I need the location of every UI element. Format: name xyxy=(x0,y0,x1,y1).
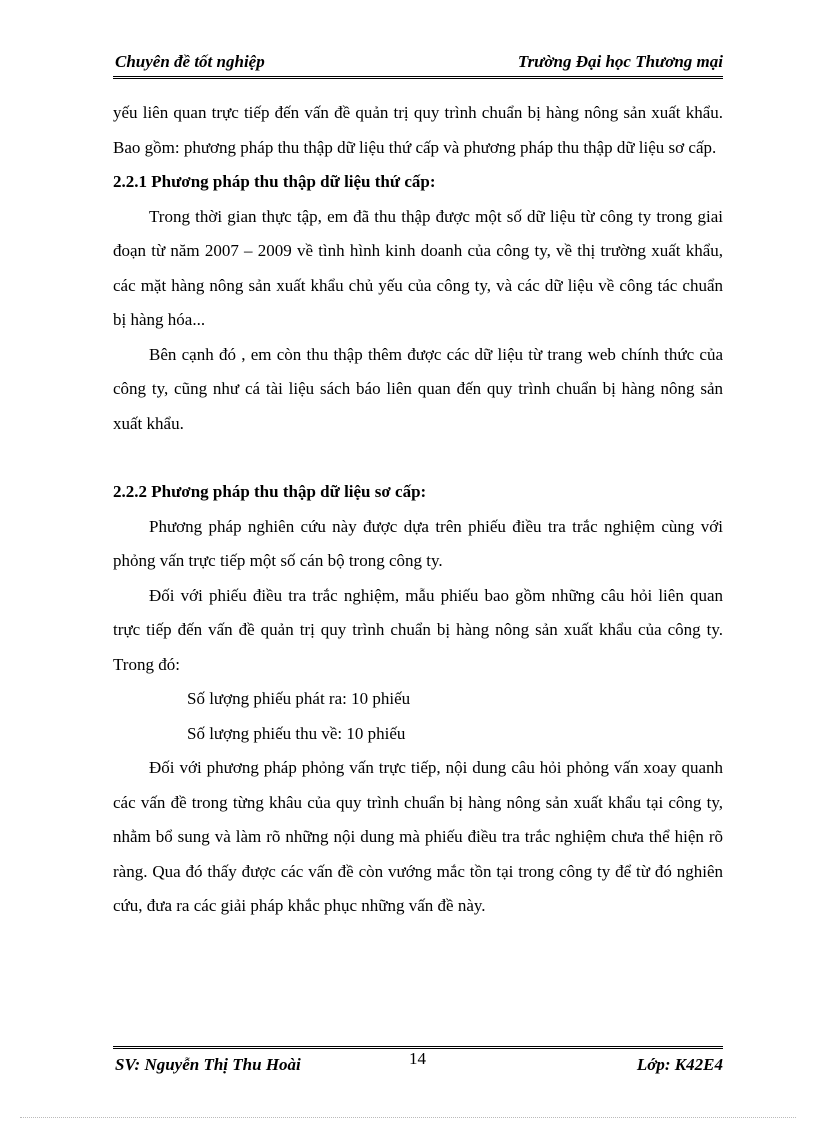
list-item-issued: Số lượng phiếu phát ra: 10 phiếu xyxy=(187,689,411,708)
page-footer xyxy=(113,1046,723,1079)
intro-paragraph: yếu liên quan trực tiếp đến vấn đề quản trị quy trình chuẩn bị hàng nông sản xuất khẩu. Bao gồm: phương pháp thu thập dữ liệu thứ cấp và phương pháp thu thập dữ liệu sơ cấp. xyxy=(113,103,723,157)
section-heading-2-2-1: 2.2.1 Phương pháp thu thập dữ liệu thứ cấp: xyxy=(113,172,436,191)
paragraph-interview: Đối với phương pháp phỏng vấn trực tiếp, nội dung câu hỏi phỏng vấn xoay quanh các vấn đề trong từng khâu của quy trình chuẩn bị hàng nông sản xuất khẩu tại công ty, nhằm bổ sung và làm rõ những nội dung mà phiếu điều tra trắc nghiệm chưa thể hiện rõ ràng. Qua đó thấy được các vấn đề còn vướng mắc tồn tại trong công ty để từ đó nghiên cứu, đưa ra các giải pháp khắc phục những vấn đề này. xyxy=(113,758,723,915)
footer-student-name: SV: Nguyễn Thị Thu Hoài xyxy=(115,1055,301,1074)
page-number: 14 xyxy=(409,1049,426,1068)
header-document-title: Chuyên đề tốt nghiệp xyxy=(115,52,265,71)
document-body xyxy=(113,96,723,924)
paragraph-survey: Đối với phiếu điều tra trắc nghiệm, mẫu phiếu bao gồm những câu hỏi liên quan trực tiếp đến vấn đề quản trị quy trình chuẩn bị hàng nông sản xuất khẩu của công ty. Trong đó: xyxy=(113,585,723,674)
section-heading-2-2-2: 2.2.2 Phương pháp thu thập dữ liệu sơ cấp: xyxy=(113,482,427,501)
spacer xyxy=(113,441,723,475)
header-university: Trường Đại học Thương mại xyxy=(517,52,723,71)
page-header xyxy=(113,52,723,79)
paragraph-primary-data: Phương pháp nghiên cứu này được dựa trên phiếu điều tra trắc nghiệm cùng với phỏng vấn trực tiếp một số cán bộ trong công ty. xyxy=(113,516,723,570)
paragraph-secondary-data: Trong thời gian thực tập, em đã thu thập được một số dữ liệu từ công ty trong giai đoạn từ năm 2007 – 2009 về tình hình kinh doanh của công ty, về thị trường xuất khẩu, các mặt hàng nông sản xuất khẩu chủ yếu của công ty, và các dữ liệu về công tác chuẩn bị hàng hóa... xyxy=(113,206,723,329)
page-edge-divider xyxy=(20,1117,796,1118)
footer-class: Lớp: K42E4 xyxy=(636,1055,723,1074)
paragraph-web-sources: Bên cạnh đó , em còn thu thập thêm được các dữ liệu từ trang web chính thức của công ty, cũng như cá tài liệu sách báo liên quan đến quy trình chuẩn bị hàng nông sản xuất khẩu. xyxy=(113,344,723,433)
list-item-collected: Số lượng phiếu thu về: 10 phiếu xyxy=(187,723,406,743)
